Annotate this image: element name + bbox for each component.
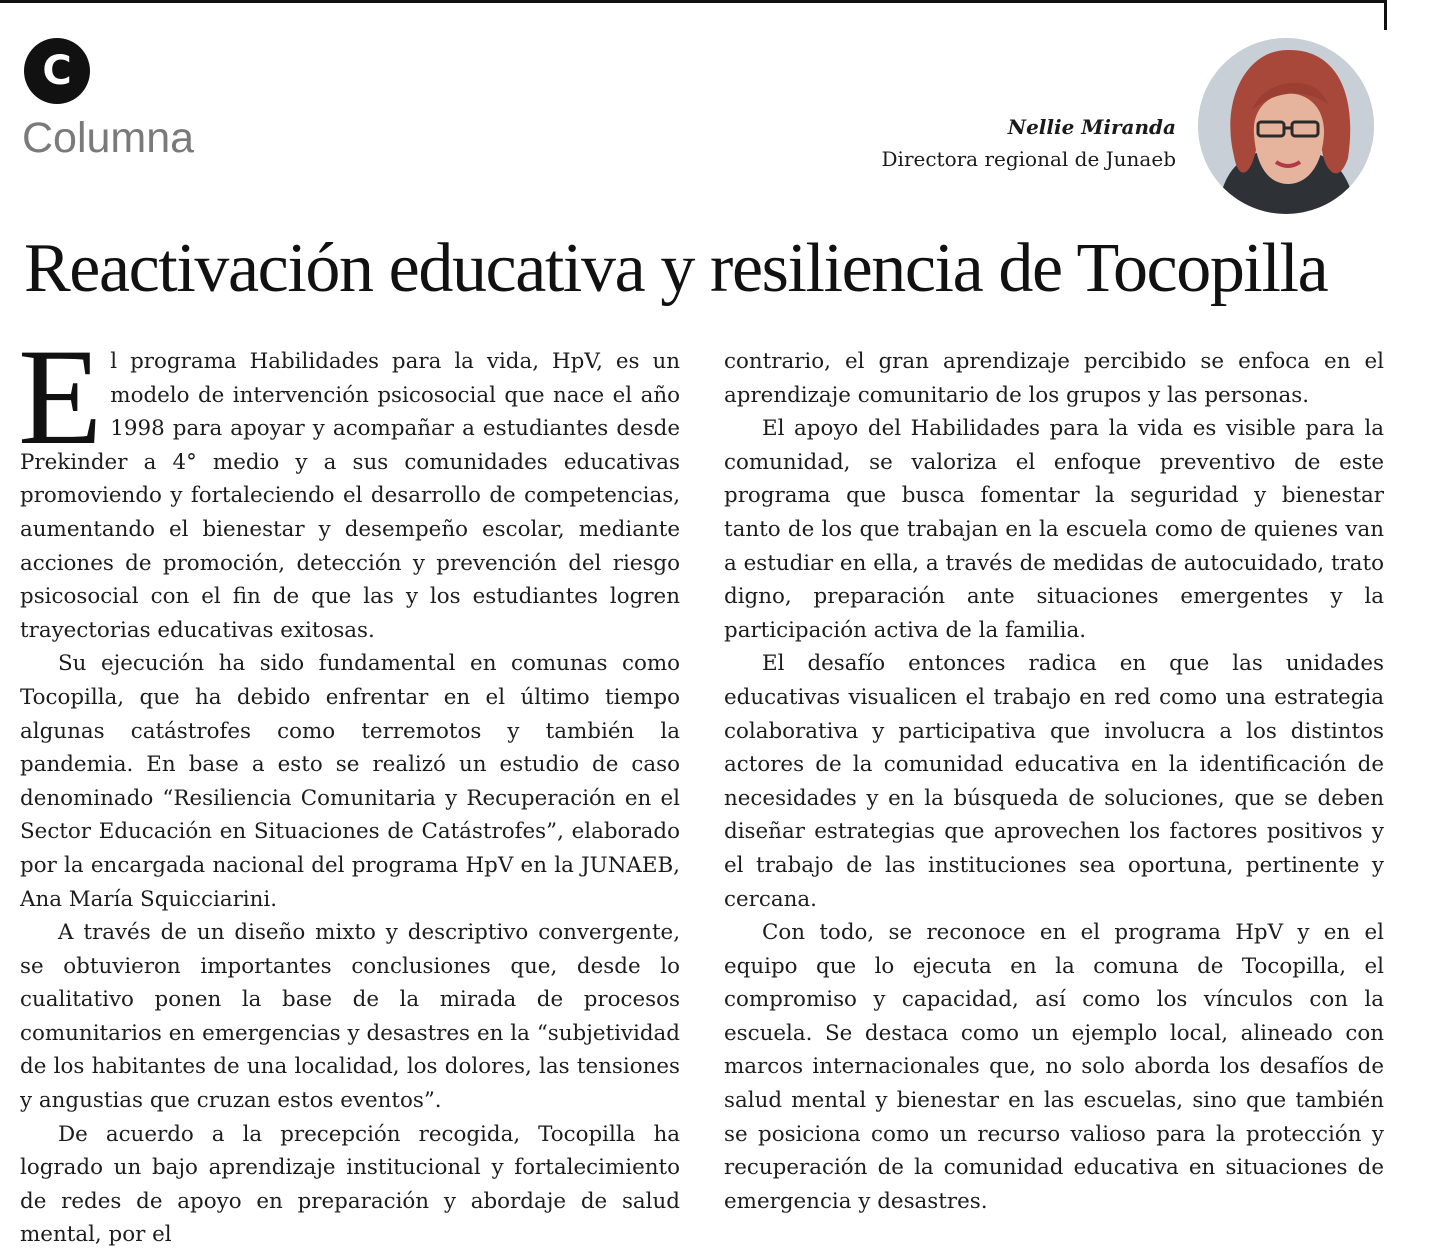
article-paragraph: De acuerdo a la precepción recogida, Tocopilla ha logrado un bajo aprendizaje institucional y fortalecimiento de redes de apoyo en preparación y abordaje de salud mental, por el	[20, 1121, 680, 1248]
section-label: Columna	[22, 114, 195, 162]
author-photo	[1198, 38, 1374, 214]
right-rule	[1384, 0, 1387, 30]
byline	[882, 112, 1176, 176]
top-rule	[0, 0, 1384, 3]
article-paragraph	[18, 320, 680, 647]
article-paragraph: A través de un diseño mixto y descriptivo convergente, se obtuvieron importantes conclusiones que, desde lo cualitativo ponen la base de la mirada de procesos comunitarios en emergencias y desastres en la “subjetividad de los habitantes de una localidad, los dolores, las tensiones y angustias que cruzan estos eventos”.	[20, 920, 680, 1114]
article-column-right	[724, 345, 1384, 1218]
article-paragraph: El desafío entonces radica en que las unidades educativas visualicen el trabajo en red como una estrategia colaborativa y participativa que involucra a los distintos actores de la comunidad educativa en la identificación de necesidades y en la búsqueda de soluciones, que se deben diseñar estrategias que aprovechen los factores positivos y el trabajo de las instituciones sea oportuna, pertinente y cercana.	[724, 651, 1384, 912]
article-paragraph: Su ejecución ha sido fundamental en comunas como Tocopilla, que ha debido enfrentar en el último tiempo algunas catástrofes como terremotos y también la pandemia. En base a esto se realizó un estudio de caso denominado “Resiliencia Comunitaria y Recuperación en el Sector Educación en Situaciones de Catástrofes”, elaborado por la encargada nacional del programa HpV en la JUNAEB, Ana María Squicciarini.	[20, 651, 680, 912]
paragraph-text: l programa Habilidades para la vida, HpV, es un modelo de intervención psicosocial que nace el año 1998 para apoyar y acompañar a estudiantes desde Prekinder a 4° medio y a sus comunidades educativas promoviendo y fortaleciendo el desarrollo de competencias, aumentando el bienestar y desempeño escolar, mediante acciones de promoción, detección y prevención del riesgo psicosocial con el fin de que las y los estudiantes logren trayectorias educativas exitosas.	[20, 349, 680, 643]
drop-cap: E	[18, 320, 103, 473]
article-paragraph: El apoyo del Habilidades para la vida es visible para la comunidad, se valoriza el enfoque preventivo de este programa que busca fomentar la seguridad y bienestar tanto de los que trabajan en la escuela como de quienes van a estudiar en ella, a través de medidas de autocuidado, trato digno, preparación ante situaciones emergentes y la participación activa de la familia.	[724, 416, 1384, 643]
author-role: Directora regional de Junaeb	[881, 147, 1176, 171]
article-paragraph: Con todo, se reconoce en el programa HpV y en el equipo que lo ejecuta en la comuna de Tocopilla, el compromiso y capacidad, así como los vínculos con la escuela. Se destaca como un ejemplo local, alineado con marcos internacionales que, no solo aborda los desafíos de salud mental y bienestar en las escuelas, sino que también se posiciona como un recurso valioso para la protección y recuperación de la comunidad educativa en situaciones de emergencia y desastres.	[724, 920, 1384, 1214]
headline: Reactivación educativa y resiliencia de Tocopilla	[24, 230, 1328, 307]
article-column-left	[18, 320, 680, 1252]
author-name: Nellie Miranda	[1007, 115, 1176, 139]
section-badge: C	[24, 38, 90, 104]
article-paragraph: contrario, el gran aprendizaje percibido se enfoca en el aprendizaje comunitario de los grupos y las personas.	[724, 349, 1384, 408]
